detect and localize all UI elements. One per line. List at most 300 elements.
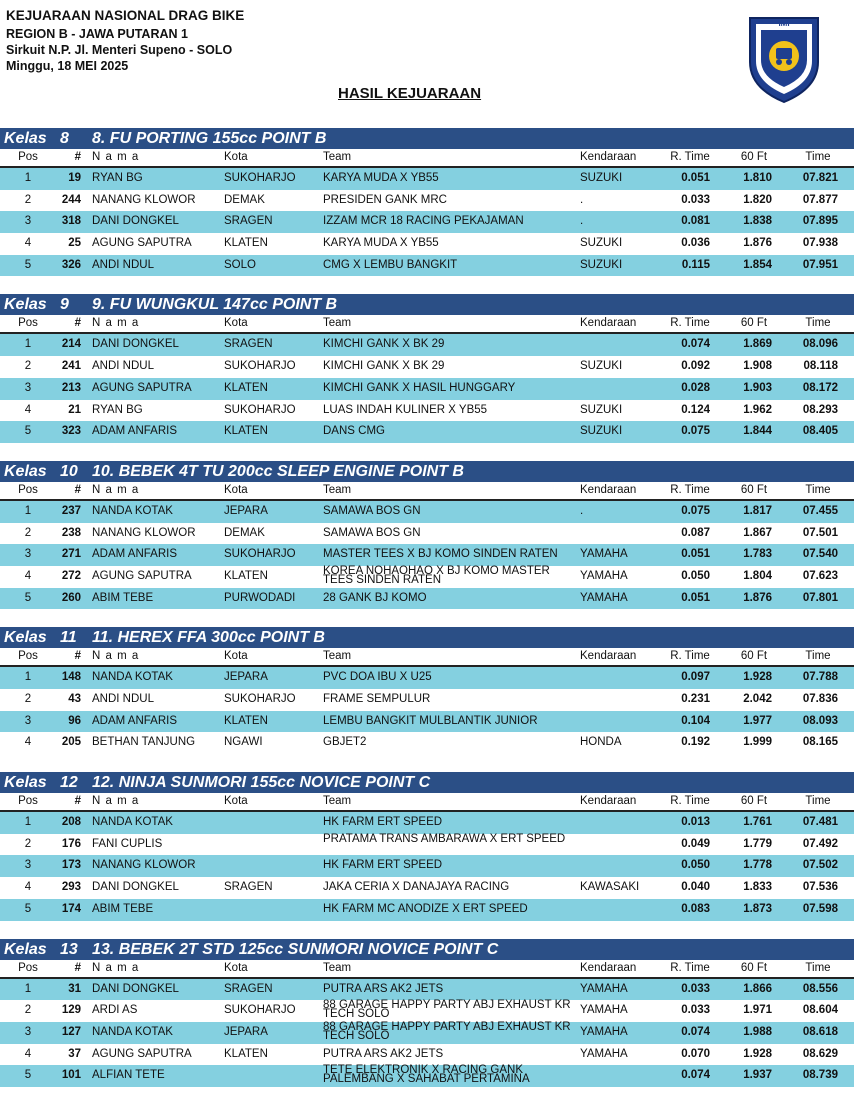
event-venue: Sirkuit N.P. Jl. Menteri Supeno - SOLO: [6, 43, 233, 57]
cell-pos: 4: [24, 881, 32, 894]
cell-kend: YAMAHA: [580, 591, 628, 604]
cell-team: LEMBU BANGKIT MULBLANTIK JUNIOR: [323, 714, 538, 727]
cell-kota: SUKOHARJO: [224, 693, 296, 705]
column-header-team: Team: [323, 650, 352, 663]
cell-pos: 5: [24, 1069, 32, 1082]
cell-kota: KLATEN: [224, 569, 268, 582]
class-number: 10: [60, 462, 78, 480]
cell-rt: 0.115: [681, 258, 710, 271]
column-header-kota: Kota: [224, 151, 248, 163]
cell-kota: SUKOHARJO: [224, 548, 296, 561]
cell-ft: 1.779: [743, 837, 772, 850]
class-label: Kelas: [4, 940, 47, 958]
table-row: [0, 421, 854, 443]
cell-name: ANDI NDUL: [92, 258, 154, 271]
cell-no: 43: [68, 693, 81, 705]
cell-rt: 0.075: [681, 425, 710, 438]
class-section: [0, 294, 854, 442]
class-label: Kelas: [4, 296, 47, 314]
cell-kota: KLATEN: [224, 381, 268, 394]
table-header-row: [0, 315, 854, 334]
cell-rt: 0.083: [681, 902, 710, 915]
column-header-no: #: [74, 650, 81, 663]
class-number: 13: [60, 940, 78, 958]
table-row: [0, 1022, 854, 1044]
cell-name: ANDI NDUL: [92, 360, 154, 373]
cell-name: DANI DONGKEL: [92, 982, 179, 995]
cell-team: SAMAWA BOS GN: [323, 526, 421, 539]
column-header-name: N a m a: [92, 151, 140, 163]
class-label: Kelas: [4, 130, 47, 147]
cell-kend: SUZUKI: [580, 237, 623, 250]
column-header-kend: Kendaraan: [580, 151, 637, 163]
cell-rt: 0.050: [681, 569, 710, 582]
cell-team: PUTRA ARS AK2 JETS: [323, 982, 444, 995]
cell-team: JAKA CERIA X DANAJAYA RACING: [323, 881, 510, 894]
column-header-kend: Kendaraan: [580, 483, 637, 496]
column-header-rt: R. Time: [670, 795, 710, 808]
column-header-pos: Pos: [18, 317, 38, 330]
class-name: 8. FU PORTING 155cc POINT B: [92, 130, 327, 147]
cell-team: HK FARM ERT SPEED: [323, 859, 443, 872]
cell-time: 07.836: [802, 693, 838, 705]
cell-time: 08.165: [802, 736, 838, 749]
cell-time: 07.821: [802, 172, 838, 184]
cell-name: ABIM TEBE: [92, 591, 154, 604]
cell-team: PRESIDEN GANK MRC: [323, 193, 447, 206]
cell-name: NANDA KOTAK: [92, 1025, 173, 1038]
cell-name: ADAM ANFARIS: [92, 425, 177, 438]
cell-rt: 0.124: [681, 403, 710, 416]
class-section: [0, 461, 854, 609]
cell-name: NANDA KOTAK: [92, 671, 173, 684]
class-name: 9. FU WUNGKUL 147cc POINT B: [92, 296, 338, 314]
class-title-bar: [0, 627, 854, 648]
cell-kend: HONDA: [580, 736, 622, 749]
cell-ft: 1.903: [743, 381, 772, 394]
cell-team: MASTER TEES X BJ KOMO SINDEN RATEN: [323, 548, 558, 561]
cell-time: 08.618: [802, 1025, 838, 1038]
cell-ft: 1.804: [743, 569, 772, 582]
class-number: 9: [60, 296, 69, 314]
cell-team: 88 GARAGE HAPPY PARTY ABJ EXHAUST KR TECH SOLO: [323, 1020, 571, 1042]
class-section: [0, 128, 854, 276]
cell-name: ALFIAN TETE: [92, 1069, 165, 1082]
cell-pos: 4: [24, 569, 32, 582]
cell-no: 323: [61, 425, 81, 438]
column-header-no: #: [74, 151, 81, 163]
cell-pos: 5: [24, 591, 32, 604]
cell-pos: 4: [24, 237, 32, 250]
cell-ft: 1.820: [743, 193, 772, 206]
cell-ft: 1.908: [743, 360, 772, 373]
cell-time: 08.293: [802, 403, 838, 416]
cell-team: DANS CMG: [323, 425, 385, 438]
column-header-time: Time: [805, 483, 831, 496]
cell-rt: 0.075: [681, 504, 710, 517]
cell-no: 293: [61, 881, 81, 894]
class-name: 13. BEBEK 2T STD 125cc SUNMORI NOVICE POINT C: [92, 940, 499, 958]
cell-no: 271: [61, 548, 81, 561]
cell-ft: 1.928: [743, 1047, 772, 1060]
class-title-bar: [0, 939, 854, 960]
cell-name: ANDI NDUL: [92, 693, 154, 705]
cell-no: 205: [61, 736, 81, 749]
cell-rt: 0.040: [681, 881, 710, 894]
column-header-pos: Pos: [18, 151, 38, 163]
cell-kend: KAWASAKI: [580, 881, 640, 894]
imi-logo: [744, 14, 824, 104]
cell-time: 07.895: [802, 215, 838, 228]
cell-time: 07.492: [802, 837, 838, 850]
cell-pos: 2: [24, 837, 32, 850]
cell-time: 07.598: [802, 902, 838, 915]
cell-time: 08.604: [802, 1004, 838, 1017]
cell-rt: 0.033: [681, 1004, 710, 1017]
cell-no: 213: [61, 381, 81, 394]
column-header-rt: R. Time: [670, 483, 710, 496]
cell-rt: 0.192: [681, 736, 710, 749]
class-section: [0, 627, 854, 754]
cell-name: AGUNG SAPUTRA: [92, 381, 192, 394]
cell-rt: 0.074: [681, 338, 710, 351]
class-title-bar: [0, 772, 854, 793]
cell-team: KIMCHI GANK X BK 29: [323, 360, 445, 373]
cell-no: 176: [61, 837, 81, 850]
cell-pos: 4: [24, 736, 32, 749]
table-row: [0, 732, 854, 754]
cell-no: 25: [68, 237, 81, 250]
cell-ft: 1.873: [743, 902, 772, 915]
cell-time: 08.096: [802, 338, 838, 351]
event-date: Minggu, 18 MEI 2025: [6, 59, 129, 73]
table-row: [0, 812, 854, 834]
cell-no: 101: [61, 1069, 81, 1082]
cell-pos: 5: [24, 425, 32, 438]
table-row: [0, 190, 854, 212]
column-header-team: Team: [323, 483, 352, 496]
cell-ft: 1.867: [743, 526, 772, 539]
cell-no: 237: [61, 504, 81, 517]
cell-ft: 1.854: [743, 258, 772, 271]
column-header-kend: Kendaraan: [580, 317, 637, 330]
table-header-row: [0, 149, 854, 168]
cell-pos: 3: [24, 548, 32, 561]
cell-rt: 0.013: [681, 816, 710, 829]
cell-rt: 0.231: [681, 693, 710, 705]
cell-name: NANDA KOTAK: [92, 816, 173, 829]
cell-kend: YAMAHA: [580, 982, 628, 995]
cell-time: 08.629: [802, 1047, 838, 1060]
cell-ft: 1.869: [743, 338, 772, 351]
cell-no: 272: [61, 569, 81, 582]
cell-kota: DEMAK: [224, 193, 265, 206]
cell-kota: JEPARA: [224, 671, 268, 684]
cell-no: 214: [61, 338, 81, 351]
cell-no: 241: [61, 360, 81, 373]
column-header-ft: 60 Ft: [740, 151, 768, 163]
column-header-name: N a m a: [92, 795, 140, 808]
cell-kota: JEPARA: [224, 504, 268, 517]
cell-pos: 2: [24, 693, 32, 705]
cell-ft: 1.971: [743, 1004, 772, 1017]
cell-time: 08.118: [803, 360, 838, 373]
table-row: [0, 667, 854, 689]
cell-ft: 1.876: [743, 237, 772, 250]
class-section: [0, 939, 854, 1087]
cell-team: GBJET2: [323, 736, 367, 749]
column-header-time: Time: [805, 151, 831, 163]
cell-team: TETE ELEKTRONIK X RACING GANK PALEMBANG X SAHABAT PERTAMINA: [323, 1064, 530, 1086]
cell-team: FRAME SEMPULUR: [323, 693, 431, 705]
cell-team: KIMCHI GANK X HASIL HUNGGARY: [323, 381, 516, 394]
class-title-bar: [0, 294, 854, 315]
cell-kota: SOLO: [224, 258, 256, 271]
cell-rt: 0.074: [681, 1025, 710, 1038]
cell-name: FANI CUPLIS: [92, 837, 163, 850]
cell-kend: SUZUKI: [580, 360, 623, 373]
cell-name: NANANG KLOWOR: [92, 859, 196, 872]
cell-pos: 2: [24, 526, 32, 539]
cell-kend: YAMAHA: [580, 1047, 628, 1060]
cell-rt: 0.070: [681, 1047, 710, 1060]
column-header-rt: R. Time: [670, 317, 710, 330]
cell-kend: YAMAHA: [580, 548, 628, 561]
column-header-kota: Kota: [224, 795, 248, 808]
cell-kota: NGAWI: [224, 736, 263, 749]
class-number: 8: [60, 130, 69, 147]
cell-no: 174: [61, 902, 81, 915]
cell-no: 19: [68, 172, 81, 184]
cell-name: NANANG KLOWOR: [92, 526, 196, 539]
cell-name: ARDI AS: [92, 1004, 138, 1017]
cell-ft: 1.838: [743, 215, 772, 228]
table-row: [0, 255, 854, 277]
class-label: Kelas: [4, 462, 47, 480]
cell-kend: YAMAHA: [580, 1004, 628, 1017]
cell-ft: 1.844: [743, 425, 772, 438]
cell-no: 244: [61, 193, 81, 206]
table-row: [0, 855, 854, 877]
column-header-pos: Pos: [18, 650, 38, 663]
cell-kota: SRAGEN: [224, 215, 273, 228]
column-header-kend: Kendaraan: [580, 795, 637, 808]
column-header-time: Time: [805, 317, 831, 330]
table-row: [0, 400, 854, 422]
cell-no: 260: [61, 591, 81, 604]
cell-rt: 0.097: [681, 671, 710, 684]
cell-kota: KLATEN: [224, 714, 268, 727]
table-row: [0, 211, 854, 233]
cell-ft: 1.999: [743, 736, 772, 749]
cell-ft: 1.810: [743, 172, 772, 184]
cell-pos: 3: [24, 215, 32, 228]
cell-rt: 0.051: [681, 591, 710, 604]
table-row: [0, 544, 854, 566]
cell-no: 129: [61, 1004, 81, 1017]
event-title: KEJUARAAN NASIONAL DRAG BIKE: [6, 8, 245, 23]
cell-kota: SRAGEN: [224, 338, 273, 351]
cell-name: ABIM TEBE: [92, 902, 154, 915]
cell-name: DANI DONGKEL: [92, 881, 179, 894]
cell-pos: 4: [24, 403, 32, 416]
table-row: [0, 1065, 854, 1087]
cell-time: 07.788: [802, 671, 838, 684]
cell-time: 07.951: [802, 258, 838, 271]
table-row: [0, 334, 854, 356]
cell-no: 148: [61, 671, 81, 684]
cell-ft: 1.778: [743, 859, 772, 872]
table-row: [0, 877, 854, 899]
cell-ft: 1.761: [743, 816, 772, 829]
cell-pos: 3: [24, 381, 32, 394]
cell-name: NANDA KOTAK: [92, 504, 173, 517]
cell-pos: 5: [24, 258, 32, 271]
cell-kota: PURWODADI: [224, 591, 296, 604]
cell-kota: KLATEN: [224, 237, 268, 250]
cell-no: 21: [68, 403, 81, 416]
cell-no: 127: [61, 1025, 81, 1038]
cell-no: 37: [68, 1047, 81, 1060]
table-header-row: [0, 482, 854, 501]
cell-kend: YAMAHA: [580, 1025, 628, 1038]
cell-kend: YAMAHA: [580, 569, 628, 582]
cell-time: 07.455: [802, 504, 838, 517]
column-header-time: Time: [805, 961, 831, 974]
class-name: 12. NINJA SUNMORI 155cc NOVICE POINT C: [92, 774, 431, 792]
cell-team: KIMCHI GANK X BK 29: [323, 338, 445, 351]
table-row: [0, 979, 854, 1001]
cell-ft: 1.783: [743, 548, 772, 561]
cell-name: DANI DONGKEL: [92, 215, 179, 228]
cell-pos: 1: [24, 172, 32, 184]
cell-time: 07.540: [802, 548, 838, 561]
cell-kend: SUZUKI: [580, 425, 623, 438]
cell-kota: KLATEN: [224, 1047, 268, 1060]
column-header-kota: Kota: [224, 483, 248, 496]
table-row: [0, 566, 854, 588]
cell-team: KARYA MUDA X YB55: [323, 237, 439, 250]
table-row: [0, 233, 854, 255]
cell-pos: 1: [24, 982, 32, 995]
cell-pos: 2: [24, 1004, 32, 1017]
cell-time: 08.556: [802, 982, 838, 995]
cell-kota: SRAGEN: [224, 881, 273, 894]
class-name: 11. HEREX FFA 300cc POINT B: [92, 629, 325, 647]
cell-team: PRATAMA TRANS AMBARAWA X ERT SPEED: [323, 832, 566, 845]
cell-rt: 0.087: [681, 526, 710, 539]
cell-ft: 1.928: [743, 671, 772, 684]
cell-rt: 0.028: [681, 381, 710, 394]
column-header-kota: Kota: [224, 650, 248, 663]
column-header-time: Time: [805, 650, 831, 663]
cell-name: AGUNG SAPUTRA: [92, 237, 192, 250]
cell-team: SAMAWA BOS GN: [323, 504, 421, 517]
cell-ft: 1.977: [743, 714, 772, 727]
cell-ft: 1.962: [743, 403, 772, 416]
cell-ft: 1.876: [743, 591, 772, 604]
cell-rt: 0.092: [681, 360, 710, 373]
column-header-name: N a m a: [92, 483, 140, 496]
table-row: [0, 168, 854, 190]
cell-pos: 1: [24, 504, 32, 517]
cell-time: 07.502: [802, 859, 838, 872]
column-header-ft: 60 Ft: [740, 650, 768, 663]
event-header: [6, 6, 244, 74]
table-header-row: [0, 960, 854, 979]
table-row: [0, 501, 854, 523]
class-section: [0, 772, 854, 920]
cell-kota: SUKOHARJO: [224, 360, 296, 373]
column-header-rt: R. Time: [670, 961, 710, 974]
class-label: Kelas: [4, 774, 47, 792]
cell-pos: 1: [24, 338, 32, 351]
logo-text: IMI: [778, 19, 790, 28]
cell-ft: 1.833: [743, 881, 772, 894]
cell-team: 28 GANK BJ KOMO: [323, 591, 427, 604]
results-sections: [0, 128, 854, 1105]
cell-kota: SUKOHARJO: [224, 1004, 296, 1017]
cell-rt: 0.049: [681, 837, 710, 850]
class-name: 10. BEBEK 4T TU 200cc SLEEP ENGINE POINT B: [92, 462, 464, 480]
table-row: [0, 711, 854, 733]
column-header-no: #: [74, 483, 81, 496]
cell-time: 07.536: [802, 881, 838, 894]
cell-no: 208: [61, 816, 81, 829]
column-header-pos: Pos: [18, 483, 38, 496]
column-header-pos: Pos: [18, 795, 38, 808]
cell-pos: 2: [24, 193, 32, 206]
cell-rt: 0.081: [681, 215, 710, 228]
cell-time: 07.623: [802, 569, 838, 582]
cell-time: 08.405: [802, 425, 838, 438]
table-header-row: [0, 648, 854, 667]
cell-ft: 1.817: [743, 504, 772, 517]
table-row: [0, 588, 854, 610]
cell-kend: .: [580, 215, 584, 228]
column-header-rt: R. Time: [670, 650, 710, 663]
cell-team: 88 GARAGE HAPPY PARTY ABJ EXHAUST KR TECH SOLO: [323, 999, 571, 1021]
cell-kota: SUKOHARJO: [224, 403, 296, 416]
table-row: [0, 523, 854, 545]
cell-no: 238: [61, 526, 81, 539]
cell-name: RYAN BG: [92, 403, 143, 416]
cell-team: LUAS INDAH KULINER X YB55: [323, 403, 488, 416]
cell-time: 07.801: [802, 591, 838, 604]
column-header-team: Team: [323, 151, 352, 163]
column-header-no: #: [74, 795, 81, 808]
cell-name: ADAM ANFARIS: [92, 548, 177, 561]
cell-pos: 5: [24, 902, 32, 915]
table-row: [0, 834, 854, 856]
cell-pos: 4: [24, 1047, 32, 1060]
cell-rt: 0.036: [681, 237, 710, 250]
cell-name: BETHAN TANJUNG: [92, 736, 196, 749]
cell-kota: JEPARA: [224, 1025, 268, 1038]
cell-rt: 0.074: [681, 1069, 710, 1082]
column-header-ft: 60 Ft: [740, 795, 768, 808]
cell-team: PUTRA ARS AK2 JETS: [323, 1047, 444, 1060]
cell-name: RYAN BG: [92, 172, 143, 184]
cell-no: 31: [68, 982, 81, 995]
cell-team: PVC DOA IBU X U25: [323, 671, 432, 684]
cell-no: 318: [61, 215, 81, 228]
cell-time: 08.739: [802, 1069, 838, 1082]
cell-team: CMG X LEMBU BANGKIT: [323, 258, 458, 271]
cell-no: 96: [68, 714, 81, 727]
class-number: 11: [60, 629, 77, 647]
cell-rt: 0.033: [681, 982, 710, 995]
